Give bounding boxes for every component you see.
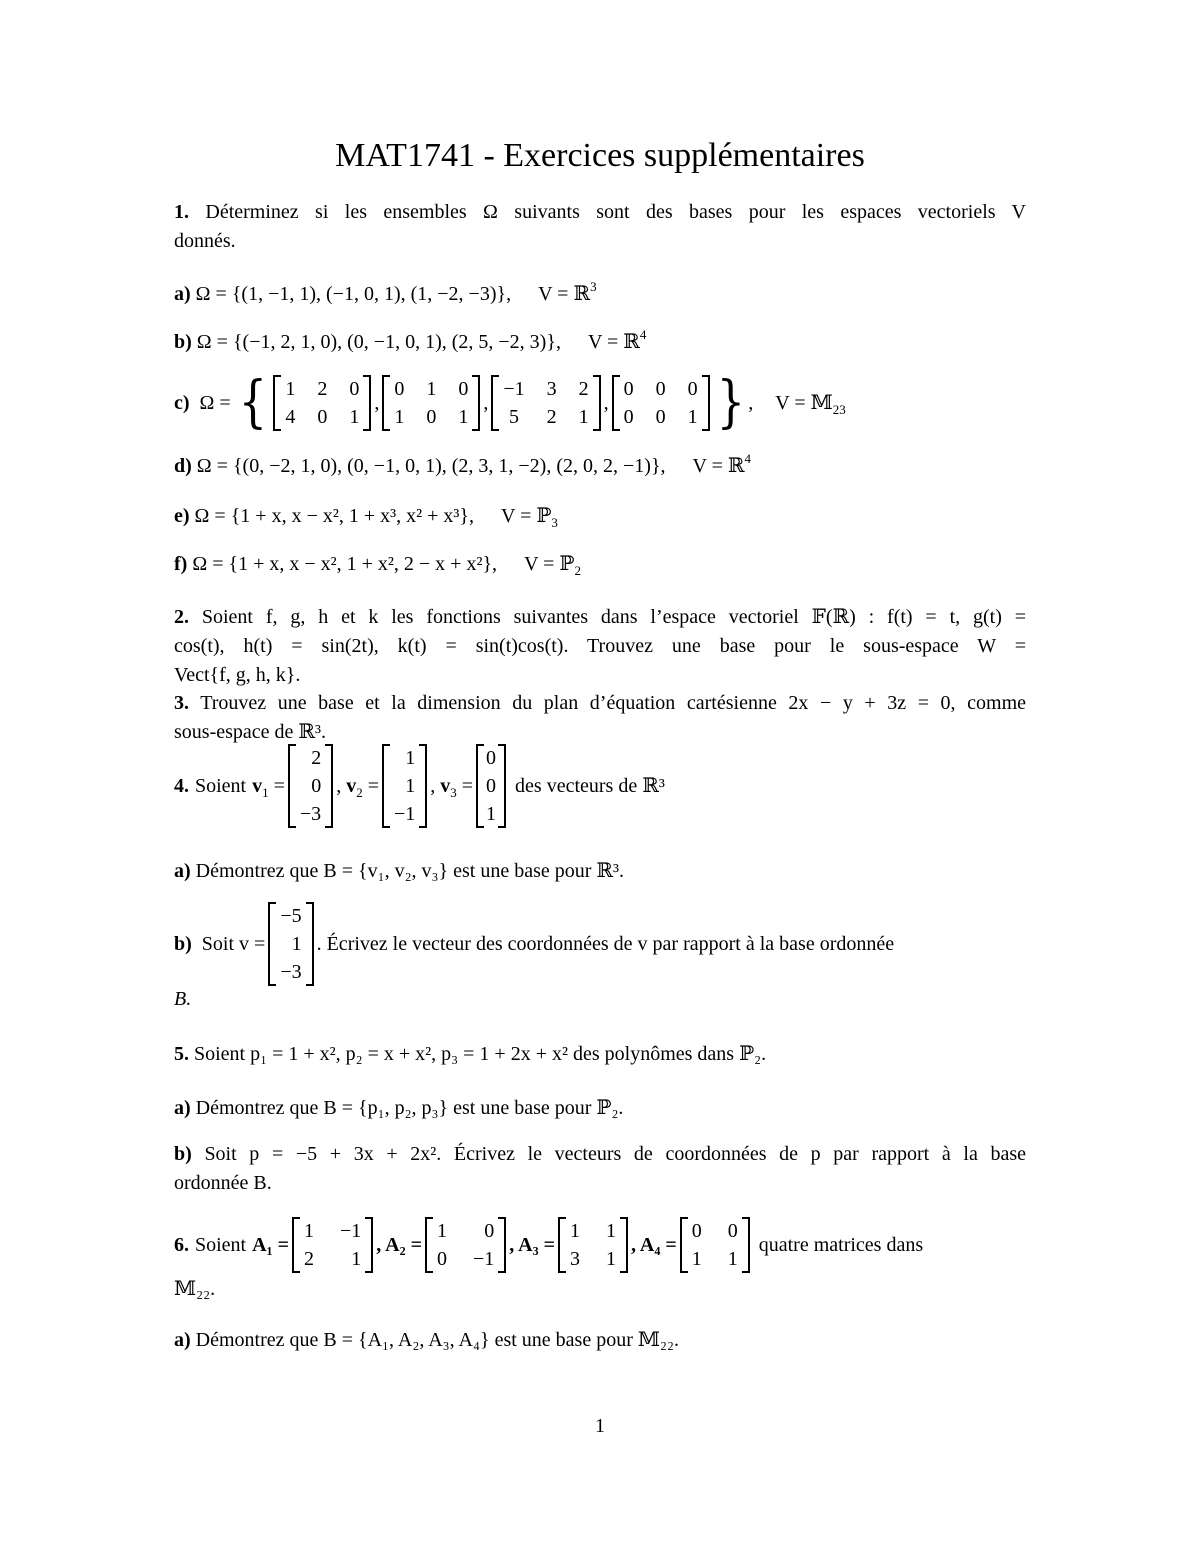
q4a — [174, 857, 1026, 885]
matrix-entry: 0 — [317, 406, 328, 428]
matrix-entry: 1 — [351, 1248, 362, 1270]
q1c-lhs: Ω = — [199, 392, 231, 414]
matrix-entry: 0 — [458, 378, 469, 400]
matrix-entry: 1 — [458, 406, 469, 428]
q4b-text-2: B. — [174, 988, 192, 1010]
q4-v3-label: , $v_3$ = — [430, 775, 474, 800]
matrix-entry: 0 — [655, 406, 666, 428]
matrix-entry: 0 — [623, 378, 634, 400]
q4-line — [174, 742, 1026, 830]
q4-v1-label: $v_1$ = — [252, 775, 285, 800]
q2-text-3: Vect{f, g, h, k}. — [174, 664, 301, 686]
matrix-entry: 3 — [570, 1248, 580, 1270]
q1-line-1 — [174, 198, 1026, 226]
q1f — [174, 550, 1026, 578]
matrix-entry: 0 — [691, 1220, 702, 1242]
q1f-label: f) — [174, 553, 188, 575]
matrix-entry: 1 — [405, 775, 416, 797]
q1a-label: a) — [174, 283, 191, 305]
q6-A4-matrix — [680, 1217, 750, 1273]
q4b — [174, 900, 1026, 988]
q6-A4-label: , A₄ = — [631, 1234, 677, 1256]
matrix-entry: 1 — [303, 1220, 314, 1242]
matrix-entry: 1 — [606, 1248, 616, 1270]
q1a-expr: Ω = {(1, −1, 1), (−1, 0, 1), (1, −2, −3)}, — [195, 283, 512, 305]
matrix-entry: −5 — [280, 905, 302, 927]
matrix-entry: −1 — [339, 1220, 362, 1242]
q1b-expr: Ω = {(−1, 2, 1, 0), (0, −1, 0, 1), (2, 5, −2, 3)}, — [196, 331, 561, 353]
q5a — [174, 1094, 1026, 1122]
matrix-entry: 1 — [436, 1220, 447, 1242]
q6-A3-matrix — [558, 1217, 628, 1273]
q6-tail: quatre matrices dans — [758, 1234, 924, 1256]
matrix-entry: −3 — [299, 803, 322, 825]
matrix-entry: 0 — [486, 775, 497, 797]
q1b-space: V = ℝ$^4$ — [587, 327, 647, 353]
q1e-space: V = ℙ$_3$ — [501, 505, 558, 530]
q1c-matrix-4 — [612, 375, 710, 431]
q1c-label: c) — [174, 392, 190, 414]
q1c-matrix-3 — [491, 375, 600, 431]
q6-A1-label: A₁ = — [252, 1234, 289, 1256]
q1c-sep: , — [748, 392, 754, 414]
matrix-entry: 5 — [508, 406, 519, 428]
q2-line-1 — [174, 603, 1026, 631]
q6-A2-label: , A₂ = — [376, 1234, 422, 1256]
matrix-entry: 1 — [394, 406, 405, 428]
q3-text-2: sous-espace de ℝ³. — [174, 721, 327, 743]
matrix-entry: 0 — [484, 1220, 495, 1242]
matrix-entry: 0 — [426, 406, 437, 428]
q5b-text-2: ordonnée B. — [174, 1172, 272, 1194]
q6-A2-matrix — [425, 1217, 506, 1273]
q6-number: 6. — [174, 1234, 189, 1256]
q1f-space: V = ℙ$_2$ — [524, 553, 581, 578]
q4-number: 4. — [174, 775, 189, 797]
q5a-label: a) — [174, 1097, 191, 1119]
q1e — [174, 502, 1026, 530]
q1d — [174, 452, 1026, 480]
matrix-entry: −1 — [503, 378, 525, 400]
matrix-entry: −1 — [393, 803, 416, 825]
q4-intro: Soient — [195, 775, 247, 797]
matrix-entry: 1 — [578, 406, 589, 428]
q3-text-1: Trouvez une base et la dimension du plan d’équation cartésienne 2x − y + 3z = 0, comme — [200, 692, 1026, 714]
matrix-entry: 2 — [317, 378, 328, 400]
q4b-pre: Soit v = — [201, 933, 266, 955]
q4b-label: b) — [174, 933, 192, 955]
q1e-label: e) — [174, 505, 190, 527]
matrix-entry: 0 — [349, 378, 360, 400]
q1b-label: b) — [174, 331, 192, 353]
q1c — [174, 370, 1026, 436]
q6a-text: Démontrez que B = {A₁, A₂, A₃, A₄} est une base pour 𝕄₂₂. — [195, 1329, 679, 1351]
q1d-label: d) — [174, 455, 192, 477]
matrix-entry: 0 — [655, 378, 666, 400]
q6-intro: Soient — [195, 1234, 247, 1256]
q6-A3-label: , A₃ = — [509, 1234, 555, 1256]
q3-number: 3. — [174, 692, 189, 714]
q5b-line-1 — [174, 1140, 1026, 1168]
matrix-entry: 1 — [349, 406, 360, 428]
q2-text-2: cos(t), h(t) = sin(2t), k(t) = sin(t)cos(t). Trouvez une base pour le sous-espace W = — [174, 635, 1026, 657]
q1-number: 1. — [174, 201, 189, 223]
matrix-entry: 1 — [727, 1248, 738, 1270]
q4b-vector — [268, 902, 313, 986]
matrix-entry: −3 — [280, 961, 302, 983]
matrix-entry: −1 — [472, 1248, 495, 1270]
matrix-entry: 1 — [291, 933, 302, 955]
q4-tail: des vecteurs de ℝ³ — [515, 775, 665, 797]
matrix-entry: 1 — [691, 1248, 702, 1270]
q1c-matrix-1 — [273, 375, 371, 431]
q6-line — [174, 1214, 1026, 1276]
q1e-expr: Ω = {1 + x, x − x², 1 + x³, x² + x³}, — [194, 505, 474, 527]
q6a — [174, 1326, 1026, 1354]
q6-A1-matrix — [292, 1217, 373, 1273]
matrix-entry: 0 — [623, 406, 634, 428]
q5-line-1 — [174, 1040, 1026, 1068]
q1c-sep: , — [374, 392, 380, 414]
matrix-entry: 0 — [687, 378, 698, 400]
q4-v3-vector — [476, 744, 506, 828]
q5-text-1: Soient p₁ = 1 + x², p₂ = x + x², p₃ = 1 + 2x + x² des polynômes dans ℙ₂. — [194, 1043, 767, 1065]
q5b-text-1: Soit p = −5 + 3x + 2x². Écrivez le vecteurs de coordonnées de p par rapport à la base — [204, 1143, 1026, 1165]
matrix-entry: 0 — [436, 1248, 447, 1270]
q6a-label: a) — [174, 1329, 191, 1351]
q6-text-2: 𝕄₂₂. — [174, 1278, 216, 1300]
q5b-label: b) — [174, 1143, 192, 1165]
matrix-entry: 2 — [578, 378, 589, 400]
matrix-entry: 1 — [486, 803, 497, 825]
q1-text-2: donnés. — [174, 230, 236, 252]
q4-v1-vector — [288, 744, 333, 828]
q2-number: 2. — [174, 606, 189, 628]
q4-v2-vector — [382, 744, 427, 828]
q4-v2-label: , $v_2$ = — [336, 775, 379, 800]
q2-text-1: Soient f, g, h et k les fonctions suivantes dans l’espace vectoriel 𝔽(ℝ) : f(t) = t, g(t) = — [201, 606, 1027, 628]
q1c-matrix-2 — [382, 375, 480, 431]
matrix-entry: 1 — [285, 378, 296, 400]
q4a-label: a) — [174, 860, 191, 882]
matrix-entry: 0 — [311, 775, 322, 797]
matrix-entry: 0 — [727, 1220, 738, 1242]
matrix-entry: 3 — [546, 378, 557, 400]
matrix-entry: 2 — [303, 1248, 314, 1270]
q1d-expr: Ω = {(0, −2, 1, 0), (0, −1, 0, 1), (2, 3, 1, −2), (2, 0, 2, −1)}, — [196, 455, 666, 477]
matrix-entry: 1 — [426, 378, 437, 400]
q4b-post: . Écrivez le vecteur des coordonnées de v par rapport à la base ordonnée — [316, 933, 895, 955]
q5-number: 5. — [174, 1043, 189, 1065]
matrix-entry: 1 — [405, 747, 416, 769]
page-title: MAT1741 - Exercices supplémentaires — [335, 137, 865, 174]
q1f-expr: Ω = {1 + x, x − x², 1 + x², 2 − x + x²}, — [192, 553, 498, 575]
q3-line-1 — [174, 689, 1026, 717]
matrix-entry: 1 — [687, 406, 698, 428]
matrix-entry: 0 — [486, 747, 497, 769]
q1c-sep: , — [483, 392, 489, 414]
matrix-entry: 4 — [285, 406, 296, 428]
q1d-space: V = ℝ$^4$ — [692, 451, 752, 477]
q1-text-1: Déterminez si les ensembles Ω suivants sont des bases pour les espaces vectoriels V — [205, 201, 1027, 223]
q1c-sep: , — [603, 392, 609, 414]
q5a-text: Démontrez que B = {p₁, p₂, p₃} est une base pour ℙ₂. — [195, 1097, 624, 1119]
q1a-space: V = ℝ$^3$ — [538, 279, 597, 305]
q1c-close-brace: } — [716, 370, 745, 435]
matrix-entry: 1 — [570, 1220, 580, 1242]
q1c-open-brace: { — [238, 370, 267, 435]
matrix-entry: 2 — [311, 747, 322, 769]
q4a-text: Démontrez que B = {v₁, v₂, v₃} est une base pour ℝ³. — [195, 860, 625, 882]
matrix-entry: 0 — [394, 378, 405, 400]
page-number: 1 — [595, 1415, 605, 1437]
matrix-entry: 1 — [606, 1220, 616, 1242]
matrix-entry: 2 — [546, 406, 557, 428]
q1a — [174, 280, 1026, 308]
q1b — [174, 328, 1026, 356]
q1c-space: V = 𝕄$_{23}$ — [775, 392, 846, 417]
